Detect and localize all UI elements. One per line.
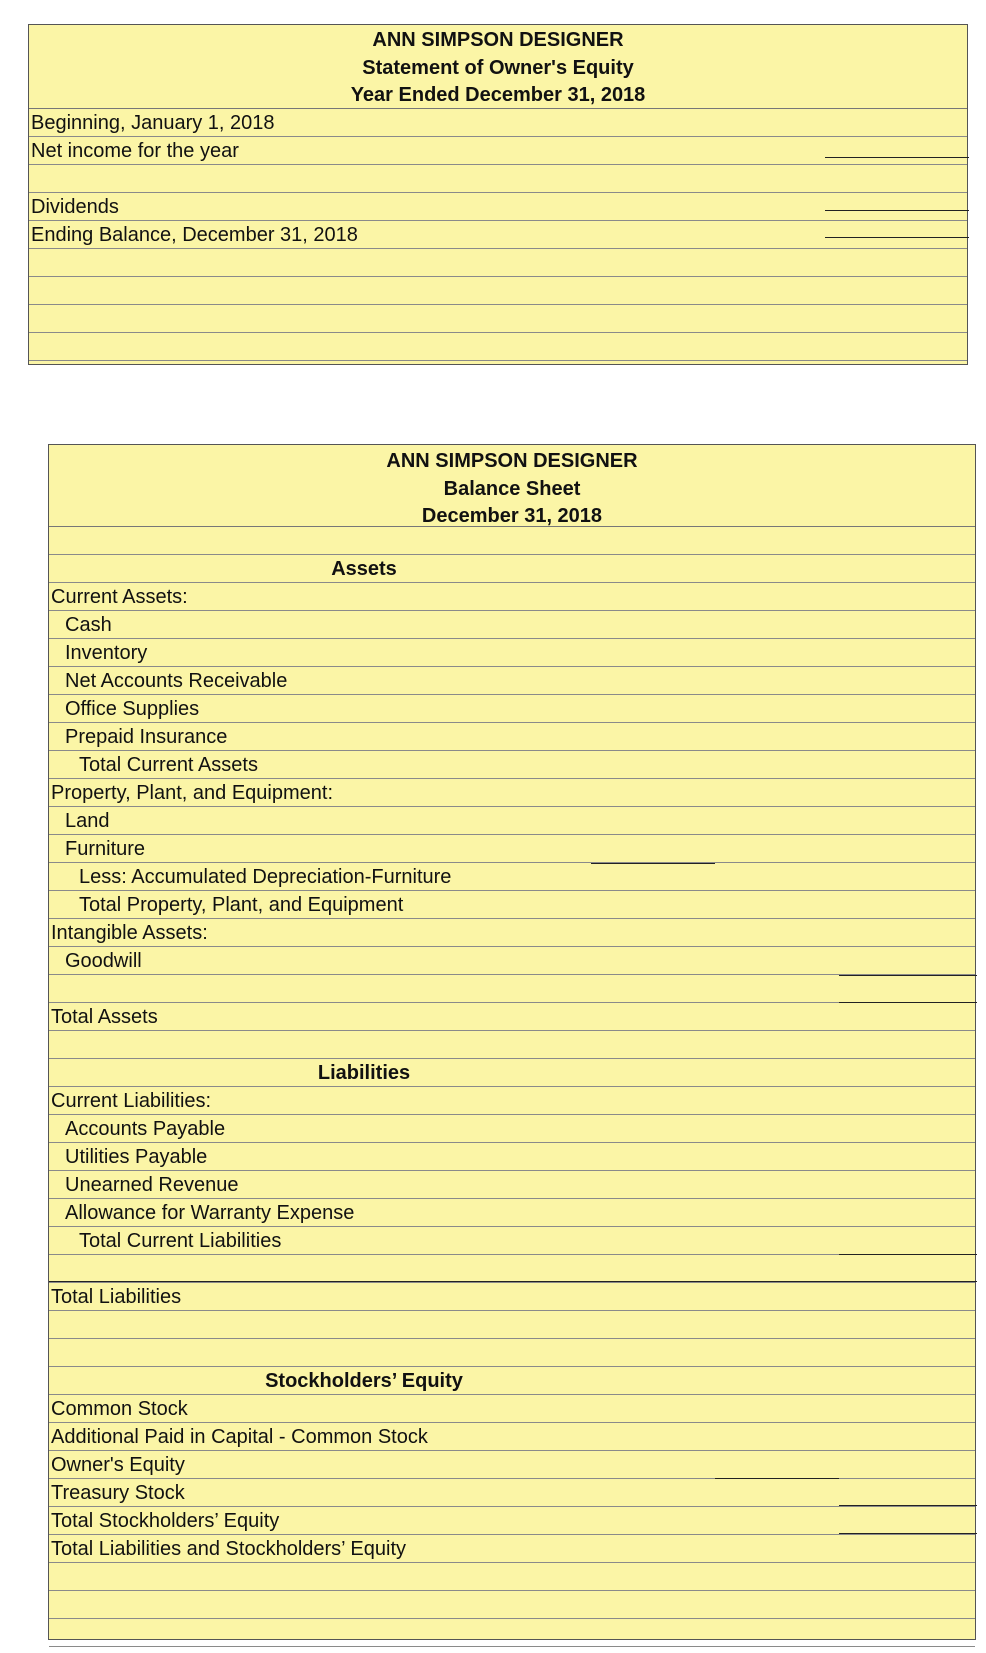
table-row[interactable]: [49, 639, 975, 667]
total-underline: [839, 1002, 977, 1003]
table-row[interactable]: [49, 891, 975, 919]
row-label: Goodwill: [65, 950, 142, 972]
table-row[interactable]: [49, 1507, 975, 1535]
owners-equity-statement: [28, 24, 968, 365]
table-row[interactable]: [49, 807, 975, 835]
subtotal-underline: [715, 1478, 839, 1479]
subtotal-underline: [839, 1254, 977, 1255]
subtotal-underline: [825, 157, 969, 158]
statement-title: Balance Sheet: [443, 477, 581, 500]
table-row[interactable]: [29, 221, 967, 249]
owners-equity-rows: [29, 109, 967, 361]
section-label: Assets: [331, 558, 397, 580]
table-row[interactable]: [49, 1423, 975, 1451]
table-row[interactable]: [49, 1031, 975, 1059]
total-underline: [49, 1281, 977, 1282]
table-row[interactable]: [49, 1199, 975, 1227]
row-label: Net income for the year: [31, 140, 239, 162]
row-label: Current Liabilities:: [51, 1090, 212, 1112]
owners-equity-header: [29, 25, 967, 109]
table-row[interactable]: [29, 193, 967, 221]
row-label: Dividends: [31, 196, 119, 218]
table-row[interactable]: [49, 1003, 975, 1031]
table-row[interactable]: [49, 1451, 975, 1479]
row-label: Total Liabilities: [51, 1286, 182, 1308]
row-label: Unearned Revenue: [65, 1174, 239, 1196]
statement-title: Statement of Owner's Equity: [362, 56, 634, 79]
table-row[interactable]: [49, 1339, 975, 1367]
table-row[interactable]: [29, 137, 967, 165]
table-row[interactable]: [49, 863, 975, 891]
table-row[interactable]: [49, 1563, 975, 1591]
balance-sheet: [48, 444, 976, 1640]
row-label: Furniture: [65, 838, 146, 860]
row-label: Cash: [65, 614, 112, 636]
section-heading-assets: [49, 555, 975, 583]
table-row[interactable]: [49, 1619, 975, 1647]
row-label: Net Accounts Receivable: [65, 670, 288, 692]
table-row[interactable]: [29, 249, 967, 277]
table-row[interactable]: [49, 779, 975, 807]
row-label: Additional Paid in Capital - Common Stock: [51, 1426, 428, 1448]
balance-sheet-rows: [49, 527, 975, 1647]
table-row[interactable]: [49, 1479, 975, 1507]
table-row[interactable]: [49, 919, 975, 947]
row-label: Common Stock: [51, 1398, 188, 1420]
table-row[interactable]: [29, 277, 967, 305]
balance-sheet-header: [49, 445, 975, 527]
table-row[interactable]: [49, 1143, 975, 1171]
table-row[interactable]: [49, 1535, 975, 1563]
table-row[interactable]: [49, 1255, 975, 1283]
table-row[interactable]: [49, 1087, 975, 1115]
table-row[interactable]: [49, 1311, 975, 1339]
table-row[interactable]: [49, 723, 975, 751]
section-label: Liabilities: [317, 1062, 411, 1084]
table-row[interactable]: [49, 1395, 975, 1423]
table-row[interactable]: [29, 333, 967, 361]
table-row[interactable]: [49, 1591, 975, 1619]
section-heading-liabilities: [49, 1059, 975, 1087]
company-name: ANN SIMPSON DESIGNER: [386, 450, 638, 472]
company-name: ANN SIMPSON DESIGNER: [372, 29, 624, 51]
subtotal-underline: [839, 1505, 977, 1506]
row-label: Inventory: [65, 642, 148, 664]
row-label: Property, Plant, and Equipment:: [51, 782, 334, 804]
row-label: Total Current Assets: [79, 754, 258, 776]
row-label: Owner's Equity: [51, 1454, 185, 1476]
total-underline: [825, 237, 969, 238]
total-underline: [839, 1533, 977, 1534]
table-row[interactable]: [49, 695, 975, 723]
table-row[interactable]: [49, 611, 975, 639]
row-label: Treasury Stock: [51, 1482, 185, 1504]
row-label: Total Assets: [51, 1006, 158, 1028]
table-row[interactable]: [29, 305, 967, 333]
table-row[interactable]: [49, 583, 975, 611]
statement-period: Year Ended December 31, 2018: [350, 84, 646, 106]
row-label: Intangible Assets:: [51, 922, 208, 944]
row-label: Office Supplies: [65, 698, 200, 720]
table-row[interactable]: [49, 1227, 975, 1255]
row-label: Beginning, January 1, 2018: [31, 112, 275, 134]
row-label: Current Assets:: [51, 586, 188, 608]
table-row[interactable]: [49, 947, 975, 975]
row-label: Total Property, Plant, and Equipment: [79, 894, 404, 916]
table-row[interactable]: [29, 109, 967, 137]
row-label: Utilities Payable: [65, 1146, 208, 1168]
section-label: Stockholders’ Equity: [265, 1370, 463, 1392]
row-label: Land: [65, 810, 110, 832]
statement-date: December 31, 2018: [421, 505, 603, 527]
subtotal-underline: [591, 863, 715, 864]
table-row[interactable]: [49, 751, 975, 779]
table-row[interactable]: [49, 1171, 975, 1199]
row-label: Total Stockholders’ Equity: [51, 1510, 280, 1532]
table-row[interactable]: [49, 975, 975, 1003]
table-row[interactable]: [49, 667, 975, 695]
table-row[interactable]: [49, 527, 975, 555]
subtotal-underline: [825, 210, 969, 211]
table-row[interactable]: [49, 835, 975, 863]
table-row[interactable]: [49, 1115, 975, 1143]
row-label: Prepaid Insurance: [65, 726, 228, 748]
row-label: Allowance for Warranty Expense: [65, 1202, 355, 1224]
row-label: Ending Balance, December 31, 2018: [31, 224, 358, 246]
subtotal-underline: [839, 975, 977, 976]
row-label: Total Current Liabilities: [79, 1230, 282, 1252]
table-row[interactable]: [29, 165, 967, 193]
row-label: Total Liabilities and Stockholders’ Equity: [51, 1538, 407, 1560]
row-label: Less: Accumulated Depreciation-Furniture: [79, 866, 452, 888]
table-row[interactable]: [49, 1283, 975, 1311]
section-heading-stockholders-equity: [49, 1367, 975, 1395]
row-label: Accounts Payable: [65, 1118, 226, 1140]
